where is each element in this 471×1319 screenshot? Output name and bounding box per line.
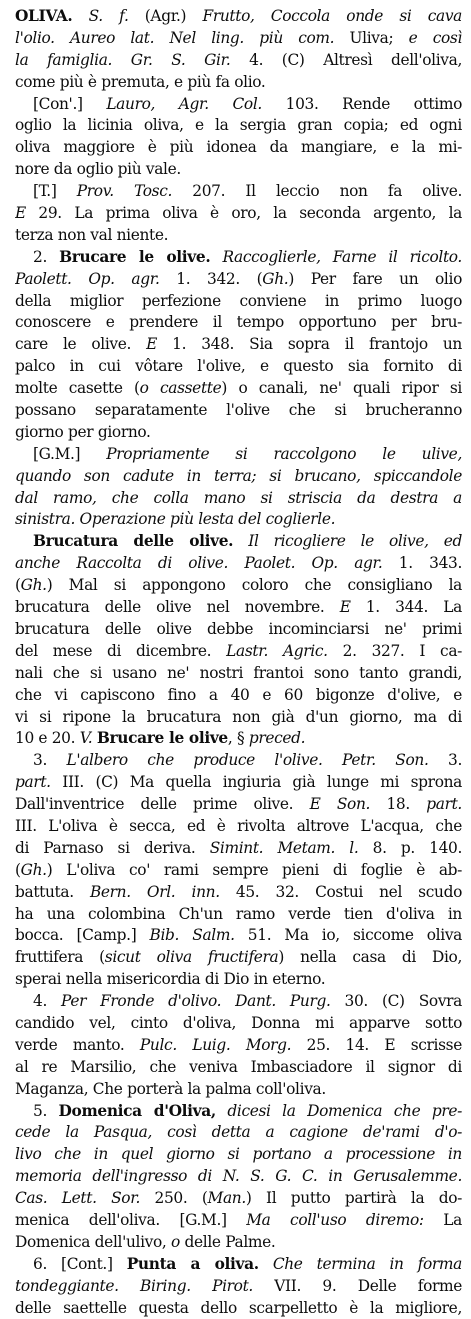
text-line (15, 400, 462, 422)
italic-text: cede la Pasqua, così detta a cagione de'rami d'o- (15, 1123, 462, 1142)
text-run: [T.] (33, 182, 77, 201)
italic-text: e così (408, 28, 462, 47)
text-line (15, 1079, 462, 1101)
text-run: palco in cui vôtare l'olive, e questo sia fornito di (15, 357, 462, 376)
text-line (15, 991, 462, 1013)
headword: Domenica d'Oliva, (58, 1101, 216, 1120)
italic-text: Gh. (262, 269, 289, 288)
text-line (15, 466, 462, 488)
text-run: care le olive. (15, 335, 147, 354)
text-run: di Parnaso si deriva. (15, 838, 210, 857)
text-run: 6. [Cont.] (33, 1254, 127, 1273)
text-run: bocca. [Camp.] (15, 926, 150, 945)
italic-text: E (15, 204, 26, 223)
italic-text: Per Fronde d'olivo. Dant. Purg. (61, 992, 331, 1011)
italic-text: Lauro, Agr. Col. (106, 94, 262, 113)
text-line (15, 444, 462, 466)
italic-text: memoria dell'ingresso di N. S. G. C. in Gerusalemme. (15, 1167, 462, 1186)
italic-text: part. (15, 773, 51, 792)
text-run: fruttifera ( (15, 948, 105, 967)
text-run: possano separatamente l'olive che si brucheranno (15, 401, 462, 420)
text-run: ) Mal si appongono coloro che consigliano la (46, 576, 462, 595)
italic-text: Prov. Tosc. (76, 182, 173, 201)
text-line (15, 50, 462, 72)
text-line (15, 72, 462, 94)
text-line (15, 838, 462, 860)
text-run: 4. (C) Altresì dell'oliva, (230, 50, 462, 69)
text-run: 207. Il leccio non fa olive. (172, 182, 462, 201)
text-line (15, 707, 462, 729)
text-run: 2. 327. I ca- (327, 641, 462, 660)
text-run: delle Palme. (179, 1232, 276, 1251)
text-run: conoscere e prendere il tempo opportuno per bru- (15, 313, 462, 332)
text-line (15, 6, 462, 28)
text-run: 1. 342. ( (159, 269, 263, 288)
text-run: brucatura delle olive nel novembre. (15, 598, 340, 617)
text-line (15, 816, 462, 838)
headword: Brucare le olive (96, 729, 228, 748)
italic-text: Raccoglierle, Farne il ricolto. (210, 247, 462, 266)
text-line (15, 794, 462, 816)
text-run: oliva maggiore è più idonea da mangiare, e la mi- (15, 138, 462, 157)
text-run: 3. (428, 751, 462, 770)
text-line (15, 553, 462, 575)
text-line (15, 247, 462, 269)
italic-text: E (146, 335, 158, 354)
text-line (15, 728, 462, 750)
text-run: 8. p. 140. (358, 838, 462, 857)
text-line (15, 1035, 462, 1057)
text-line (15, 509, 462, 531)
italic-text: o cassette (139, 379, 222, 398)
text-run: III. L'oliva è secca, ed è rivolta altrove L'acqua, che (15, 816, 462, 835)
text-line (15, 772, 462, 794)
italic-text: la famiglia. Gr. S. Gir. (15, 50, 231, 69)
text-run: candido vel, cinto d'oliva, Donna mi apparve sotto (15, 1013, 462, 1032)
text-line (15, 203, 462, 225)
text-line (15, 1232, 462, 1254)
text-run: ( (15, 860, 21, 879)
text-line (15, 575, 462, 597)
italic-text: E Son. (309, 795, 371, 814)
text-run: molte casette ( (15, 379, 140, 398)
text-run: [G.M.] (33, 444, 107, 463)
text-line (15, 291, 462, 313)
italic-text: L'albero che produce l'olive. Petr. Son. (66, 751, 429, 770)
text-run: ) Il putto partirà la do- (245, 1189, 462, 1208)
text-line (15, 1144, 462, 1166)
text-line (15, 334, 462, 356)
italic-text: Bib. Salm. (149, 926, 235, 945)
text-line (15, 488, 462, 510)
headword: Punta a oliva. (126, 1254, 259, 1273)
text-run: III. (C) Ma quella ingiuria già lunge mi sprona (50, 773, 462, 792)
text-line (15, 1057, 462, 1079)
text-run: del mese di dicembre. (15, 641, 227, 660)
headword: OLIVA. (15, 7, 73, 25)
text-run: 25. 14. E scrisse (291, 1035, 462, 1054)
text-line (15, 378, 462, 400)
text-run: terza non val niente. (15, 225, 169, 244)
text-run: delle saettelle questa dello scarpelletto è la migliore, (15, 1298, 462, 1317)
text-run: al re Marsilio, che veniva Imbasciadore il signor di (15, 1057, 462, 1076)
text-line (15, 531, 462, 553)
text-line (15, 181, 462, 203)
text-run: come più è premuta, e più fa olio. (15, 72, 266, 91)
text-run: ) nella casa di Dio, (278, 948, 462, 967)
italic-text: quando son cadute in terra; si brucano, spiccandole (15, 466, 462, 485)
text-run: La (423, 1210, 462, 1229)
text-run: ) Per fare un olio (288, 269, 462, 288)
text-run: nore da oglio più vale. (15, 160, 181, 179)
italic-text: Pulc. Luig. Morg. (139, 1035, 292, 1054)
italic-text: Frutto, Coccola onde si cava (202, 7, 462, 25)
text-line (15, 356, 462, 378)
text-line (15, 1101, 462, 1123)
text-line (15, 1013, 462, 1035)
text-run: 4. (33, 992, 61, 1011)
italic-text: part. (426, 795, 462, 814)
text-line (15, 685, 462, 707)
text-run: nali che si usano ne' nostri frantoi sono tanto grandi, (15, 663, 462, 682)
italic-text: preced. (248, 729, 306, 748)
text-run: [Con'.] (33, 94, 107, 113)
text-line (15, 115, 462, 137)
text-line (15, 94, 462, 116)
text-line (15, 28, 462, 50)
text-run: della miglior perfezione conviene in primo luogo (15, 291, 462, 310)
text-line (15, 137, 462, 159)
italic-text: Gh. (20, 576, 47, 595)
italic-text: anche Raccolta di olive. Paolet. Op. agr. (15, 554, 383, 573)
text-run: 1. 344. La (350, 598, 462, 617)
text-line (15, 1298, 462, 1319)
text-run: giorno per giorno. (15, 422, 151, 441)
text-line (15, 882, 462, 904)
italic-text: f. (119, 7, 129, 25)
text-line (15, 1166, 462, 1188)
italic-text: Paolett. Op. agr. (15, 269, 160, 288)
text-line (15, 619, 462, 641)
text-line (15, 750, 462, 772)
text-line (15, 1210, 462, 1232)
text-run: che vi capiscono fino a 40 e 60 bigonze d'olive, e (15, 685, 462, 704)
text-run: 2. (33, 247, 60, 266)
dictionary-entry-oliva (15, 6, 462, 1319)
text-run: Maganza, Che porterà la palma coll'oliva. (15, 1079, 326, 1098)
italic-text: Gh. (20, 860, 47, 879)
text-line (15, 969, 462, 991)
text-run: 250. ( (140, 1189, 208, 1208)
text-run: , § (227, 729, 249, 748)
italic-text: Propriamente si raccolgono le ulive, (106, 444, 462, 463)
text-run: 10 e 20. (15, 729, 80, 748)
italic-text: tondeggiante. Biring. Pirot. (15, 1276, 253, 1295)
text-line (15, 1254, 462, 1276)
italic-text: V. (79, 729, 93, 748)
headword: Brucatura delle olive. (33, 532, 234, 551)
italic-text: Lastr. Agric. (226, 641, 328, 660)
italic-text: S. (72, 7, 120, 25)
text-run: Uliva; (334, 28, 409, 47)
italic-text: Man. (207, 1189, 246, 1208)
italic-text: E (339, 598, 351, 617)
text-line (15, 1276, 462, 1298)
text-line (15, 597, 462, 619)
italic-text: Simint. Metam. l. (209, 838, 359, 857)
italic-text: Il ricogliere le olive, ed (233, 532, 462, 551)
text-run: 29. La prima oliva è oro, la seconda argento, la (25, 204, 462, 223)
text-run: ( (15, 576, 21, 595)
text-run: 30. (C) Sovra (330, 992, 462, 1011)
text-line (15, 1188, 462, 1210)
italic-text: dal ramo, che colla mano si striscia da destra a (15, 488, 462, 507)
text-run: Dall'inventrice delle prime olive. (15, 795, 310, 814)
text-line (15, 663, 462, 685)
text-line (15, 925, 462, 947)
text-line (15, 269, 462, 291)
text-run: vi si ripone la brucatura non già d'un giorno, ma di (15, 707, 462, 726)
text-line (15, 860, 462, 882)
text-line (15, 904, 462, 926)
text-run: ) L'oliva co' rami sempre pieni di foglie è ab- (46, 860, 462, 879)
text-line (15, 947, 462, 969)
italic-text: Cas. Lett. Sor. (15, 1189, 141, 1208)
italic-text: l'olio. Aureo lat. Nel ling. più com. (15, 28, 335, 47)
text-run: battuta. (15, 882, 90, 901)
italic-text: Bern. Orl. inn. (89, 882, 220, 901)
text-line (15, 225, 462, 247)
text-run: 51. Ma io, siccome oliva (234, 926, 462, 945)
text-run: verde manto. (15, 1035, 140, 1054)
text-run: (Agr.) (128, 7, 203, 25)
italic-text: livo che in quel giorno si portano a processione in (15, 1145, 462, 1164)
text-run: VII. 9. Delle forme (252, 1276, 462, 1295)
text-run: oglio la licinia oliva, e la sergia gran copia; ed ogni (15, 116, 462, 135)
text-run: ) o canali, ne' quali ripor si (221, 379, 462, 398)
text-run: 18. (370, 795, 427, 814)
text-run: 3. (33, 751, 67, 770)
italic-text: Ma coll'uso diremo: (246, 1210, 424, 1229)
text-run: Domenica dell'ulivo, (15, 1232, 172, 1251)
text-run: 1. 343. (382, 554, 462, 573)
text-line (15, 422, 462, 444)
italic-text: dicesi la Domenica che pre- (215, 1101, 462, 1120)
italic-text: Che termina in forma (258, 1254, 462, 1273)
text-line (15, 1122, 462, 1144)
text-line (15, 641, 462, 663)
text-run: brucatura delle olive debbe incominciarsi ne' primi (15, 619, 462, 638)
text-run: 103. Rende ottimo (261, 94, 462, 113)
text-run: menica dell'oliva. [G.M.] (15, 1210, 247, 1229)
text-run: sperai nella misericordia di Dio in eterno. (15, 970, 326, 989)
text-line (15, 312, 462, 334)
italic-text: o (171, 1232, 180, 1251)
text-run: 5. (33, 1101, 59, 1120)
italic-text: sicut oliva fructifera (104, 948, 279, 967)
headword: Brucare le olive. (59, 247, 211, 266)
text-line (15, 159, 462, 181)
text-run: 45. 32. Costui nel scudo (219, 882, 462, 901)
italic-text: sinistra. Operazione più lesta del coglierle. (15, 510, 336, 529)
text-run: ha una colombina Ch'un ramo verde tien d'oliva in (15, 904, 462, 923)
text-run: 1. 348. Sia sopra il frantojo un (157, 335, 462, 354)
